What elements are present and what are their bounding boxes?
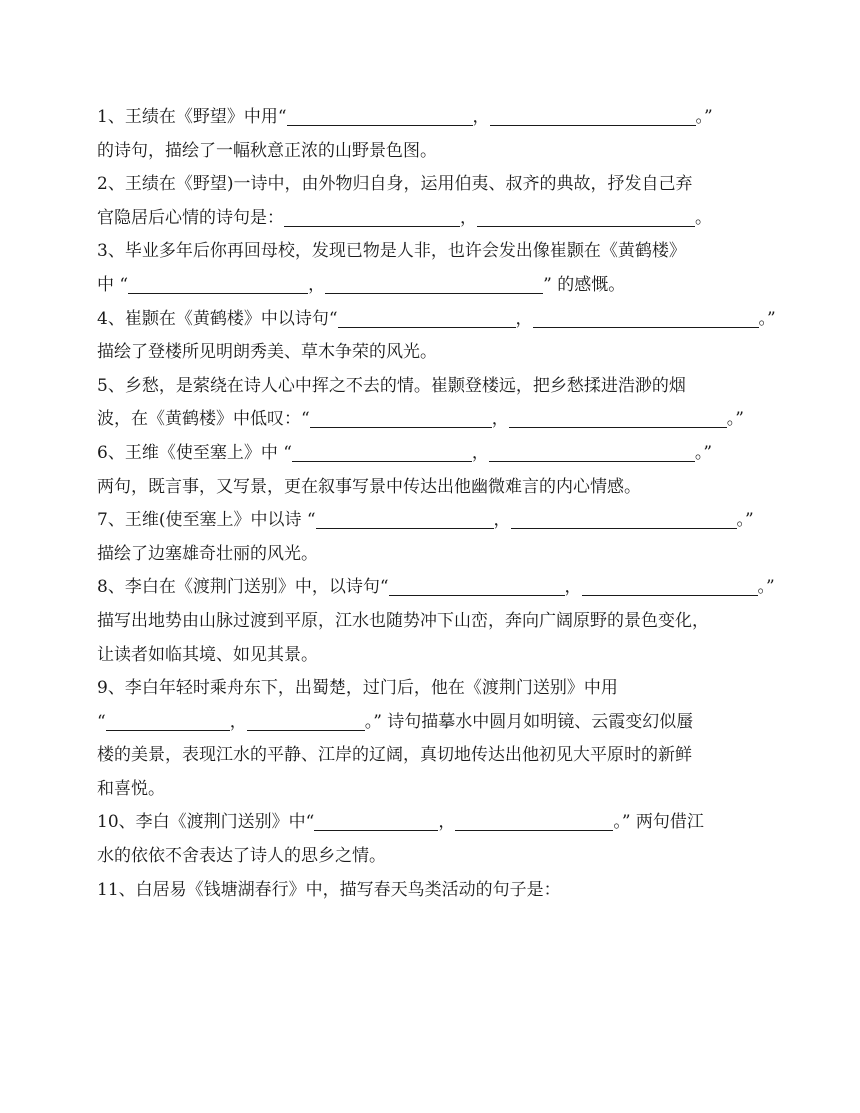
question-text: “ (97, 711, 106, 732)
punctuation: ， (491, 409, 509, 430)
answer-blank[interactable] (489, 441, 695, 462)
question-text: 2、王绩在《野望)一诗中，由外物归自身，运用伯夷、叔齐的典故，抒发自己弃 (97, 174, 693, 195)
answer-blank[interactable] (310, 407, 492, 428)
answer-blank[interactable] (128, 273, 308, 294)
question-text: 10、李白《渡荆门送别》中“ (97, 812, 315, 833)
answer-blank[interactable] (247, 710, 365, 731)
punctuation: ， (564, 577, 582, 598)
question-1 (97, 101, 802, 168)
punctuation: ， (515, 308, 533, 329)
punctuation: 。” (736, 510, 754, 531)
question-text: 两句，既言事，又写景，更在叙事写景中传达出他幽微难言的内心情感。 (97, 476, 641, 497)
answer-blank[interactable] (287, 105, 473, 126)
question-text: 描绘了登楼所见明朗秀美、草木争荣的风光。 (97, 342, 437, 363)
answer-blank[interactable] (533, 307, 759, 328)
question-text: 4、崔颢在《黄鹤楼》中以诗句“ (97, 308, 338, 329)
question-6 (97, 437, 802, 504)
answer-blank[interactable] (292, 441, 472, 462)
answer-blank[interactable] (455, 810, 613, 831)
question-text: 水的依依不舍表达了诗人的思乡之情。 (97, 846, 386, 867)
question-text: 描写出地势由山脉过渡到平原，江水也随势冲下山峦，奔向广阔原野的景色变化， (97, 610, 709, 631)
answer-blank[interactable] (490, 105, 696, 126)
question-text: 1、王绩在《野望》中用“ (97, 107, 287, 127)
question-3 (97, 235, 802, 302)
answer-blank[interactable] (316, 508, 494, 529)
punctuation: ， (493, 510, 511, 531)
punctuation: 。 (695, 207, 712, 228)
question-text: 。” 诗句描摹水中圆月如明镜、云霞变幻似蜃 (364, 711, 694, 732)
answer-blank[interactable] (389, 575, 565, 596)
punctuation: ， (471, 442, 489, 463)
question-9 (97, 672, 802, 806)
question-text: 8、李白在《渡荆门送别》中，以诗句“ (97, 577, 389, 598)
punctuation: 。” (757, 577, 775, 598)
answer-blank[interactable] (284, 206, 460, 227)
punctuation: ， (460, 207, 477, 228)
question-text: 波，在《黄鹤楼》中低叹：“ (97, 409, 310, 430)
question-11 (97, 874, 802, 908)
punctuation: ” 的感慨。 (543, 274, 626, 295)
question-text: 让读者如临其境、如见其景。 (97, 644, 318, 665)
answer-blank[interactable] (582, 575, 758, 596)
question-text: 和喜悦。 (97, 778, 165, 799)
punctuation: 。” (758, 308, 776, 329)
punctuation: 。” (726, 409, 744, 430)
question-text: 7、王维(使至塞上》中以诗 “ (97, 510, 316, 531)
answer-blank[interactable] (509, 407, 727, 428)
punctuation: ， (472, 107, 490, 127)
question-text: 11、白居易《钱塘湖春行》中，描写春天鸟类活动的句子是： (97, 879, 561, 900)
question-8 (97, 571, 802, 672)
question-7 (97, 504, 802, 571)
question-text: 中 “ (97, 274, 129, 295)
question-10 (97, 806, 802, 873)
question-text: 楼的美景，表现江水的平静、江岸的辽阔，真切地传达出他初见大平原时的新鲜 (97, 745, 692, 766)
question-text: 5、乡愁，是萦绕在诗人心中挥之不去的情。崔颢登楼远，把乡愁揉进浩渺的烟 (97, 375, 686, 396)
answer-blank[interactable] (325, 273, 543, 294)
question-text: 。” 两句借江 (613, 812, 704, 833)
question-text: 6、王维《使至塞上》中 “ (97, 442, 292, 463)
question-text: 官隐居后心情的诗句是： (97, 207, 284, 228)
question-4 (97, 303, 802, 370)
punctuation: ， (308, 274, 326, 295)
question-5 (97, 370, 802, 437)
question-text: 9、李白年轻时乘舟东下，出蜀楚，过门后，他在《渡荆门送别》中用 (97, 678, 618, 699)
answer-blank[interactable] (338, 307, 516, 328)
question-2 (97, 168, 802, 235)
answer-blank[interactable] (477, 206, 695, 227)
answer-blank[interactable] (511, 508, 737, 529)
question-text: 的诗句，描绘了一幅秋意正浓的山野景色图。 (97, 140, 437, 161)
punctuation: ， (229, 711, 247, 732)
question-text: 3、毕业多年后你再回母校，发现已物是人非，也许会发出像崔颢在《黄鹤楼》 (97, 241, 686, 262)
punctuation: 。” (695, 107, 713, 127)
question-text: 描绘了边塞雄奇壮丽的风光。 (97, 543, 318, 564)
answer-blank[interactable] (314, 810, 438, 831)
punctuation: ， (438, 812, 456, 833)
punctuation: 。” (694, 442, 713, 463)
answer-blank[interactable] (106, 710, 230, 731)
